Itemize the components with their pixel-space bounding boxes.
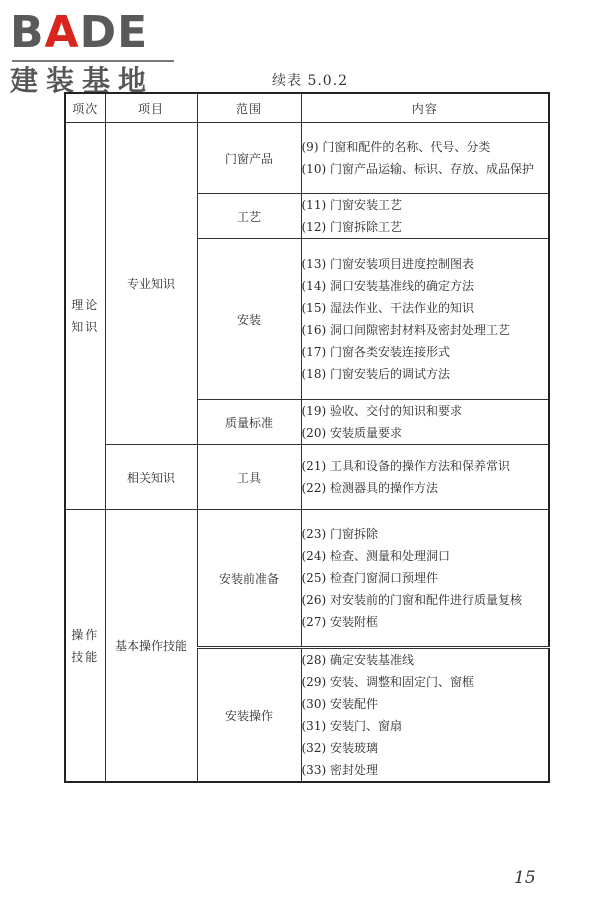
list-item: (16) 洞口间隙密封材料及密封处理工艺 xyxy=(301,323,510,337)
list-item: (9) 门窗和配件的名称、代号、分类 xyxy=(301,140,491,154)
category-theory-label: 理论知识 xyxy=(71,298,100,334)
content-tools xyxy=(301,445,549,510)
list-item: (19) 验收、交付的知识和要求 xyxy=(301,404,462,418)
list-item: (25) 检查门窗洞口预埋件 xyxy=(301,571,438,585)
list-item: (12) 门窗拆除工艺 xyxy=(301,220,402,234)
logo-chinese: 建装基地 xyxy=(10,64,155,97)
list-item: (30) 安装配件 xyxy=(301,697,378,711)
list-item: (29) 安装、调整和固定门、窗框 xyxy=(301,675,474,689)
header-item: 项目 xyxy=(105,93,197,123)
list-item: (23) 门窗拆除 xyxy=(301,527,378,541)
logo-wordmark xyxy=(10,6,148,60)
list-item: (10) 门窗产品运输、标识、存放、成品保护 xyxy=(301,162,534,176)
scope-product: 门窗产品 xyxy=(197,123,301,194)
list-item: (20) 安装质量要求 xyxy=(301,426,402,440)
category-operation-label: 操作技能 xyxy=(71,627,100,664)
logo-letters-de: DE xyxy=(79,7,149,58)
bade-logo xyxy=(10,6,180,98)
content-quality xyxy=(301,400,549,445)
list-item: (31) 安装门、窗扇 xyxy=(301,719,402,733)
list-item: (21) 工具和设备的操作方法和保养常识 xyxy=(301,459,510,473)
header-scope: 范围 xyxy=(197,93,301,123)
list-item: (17) 门窗各类安装连接形式 xyxy=(301,345,450,359)
header-row xyxy=(65,93,549,123)
scope-operate: 安装操作 xyxy=(197,648,301,783)
list-item: (28) 确定安装基准线 xyxy=(301,653,414,667)
item-professional: 专业知识 xyxy=(105,123,197,445)
scope-prep: 安装前准备 xyxy=(197,510,301,648)
item-related: 相关知识 xyxy=(105,445,197,510)
item-basic-skill: 基本操作技能 xyxy=(105,510,197,783)
scope-quality: 质量标准 xyxy=(197,400,301,445)
scope-install: 安装 xyxy=(197,239,301,400)
page-number: 15 xyxy=(514,868,536,888)
list-item: (27) 安装附框 xyxy=(301,615,378,629)
list-item: (22) 检测器具的操作方法 xyxy=(301,481,438,495)
logo-letter-a: A xyxy=(44,7,80,58)
table-row xyxy=(65,123,549,194)
list-item: (11) 门窗安装工艺 xyxy=(301,198,402,212)
table-caption: 续表 5.0.2 xyxy=(272,73,349,89)
list-item: (14) 洞口安装基准线的确定方法 xyxy=(301,279,474,293)
list-item: (15) 湿法作业、干法作业的知识 xyxy=(301,301,474,315)
table-row xyxy=(65,445,549,510)
content-prep xyxy=(301,510,549,648)
list-item: (24) 检查、测量和处理洞口 xyxy=(301,549,450,563)
content-craft xyxy=(301,194,549,239)
logo-divider xyxy=(12,60,174,62)
list-item: (13) 门窗安装项目进度控制图表 xyxy=(301,257,474,271)
table-row xyxy=(65,510,549,648)
list-item: (32) 安装玻璃 xyxy=(301,741,378,755)
category-operation xyxy=(65,510,105,783)
logo-letter-b: B xyxy=(10,7,45,58)
header-content: 内容 xyxy=(301,93,549,123)
list-item: (33) 密封处理 xyxy=(301,763,378,777)
category-theory xyxy=(65,123,105,510)
content-operate xyxy=(301,648,549,783)
scope-craft: 工艺 xyxy=(197,194,301,239)
content-install xyxy=(301,239,549,400)
skills-table xyxy=(64,92,550,783)
list-item: (26) 对安装前的门窗和配件进行质量复核 xyxy=(301,593,522,607)
content-product xyxy=(301,123,549,194)
scope-tools: 工具 xyxy=(197,445,301,510)
list-item: (18) 门窗安装后的调试方法 xyxy=(301,367,450,381)
header-index: 项次 xyxy=(65,93,105,123)
